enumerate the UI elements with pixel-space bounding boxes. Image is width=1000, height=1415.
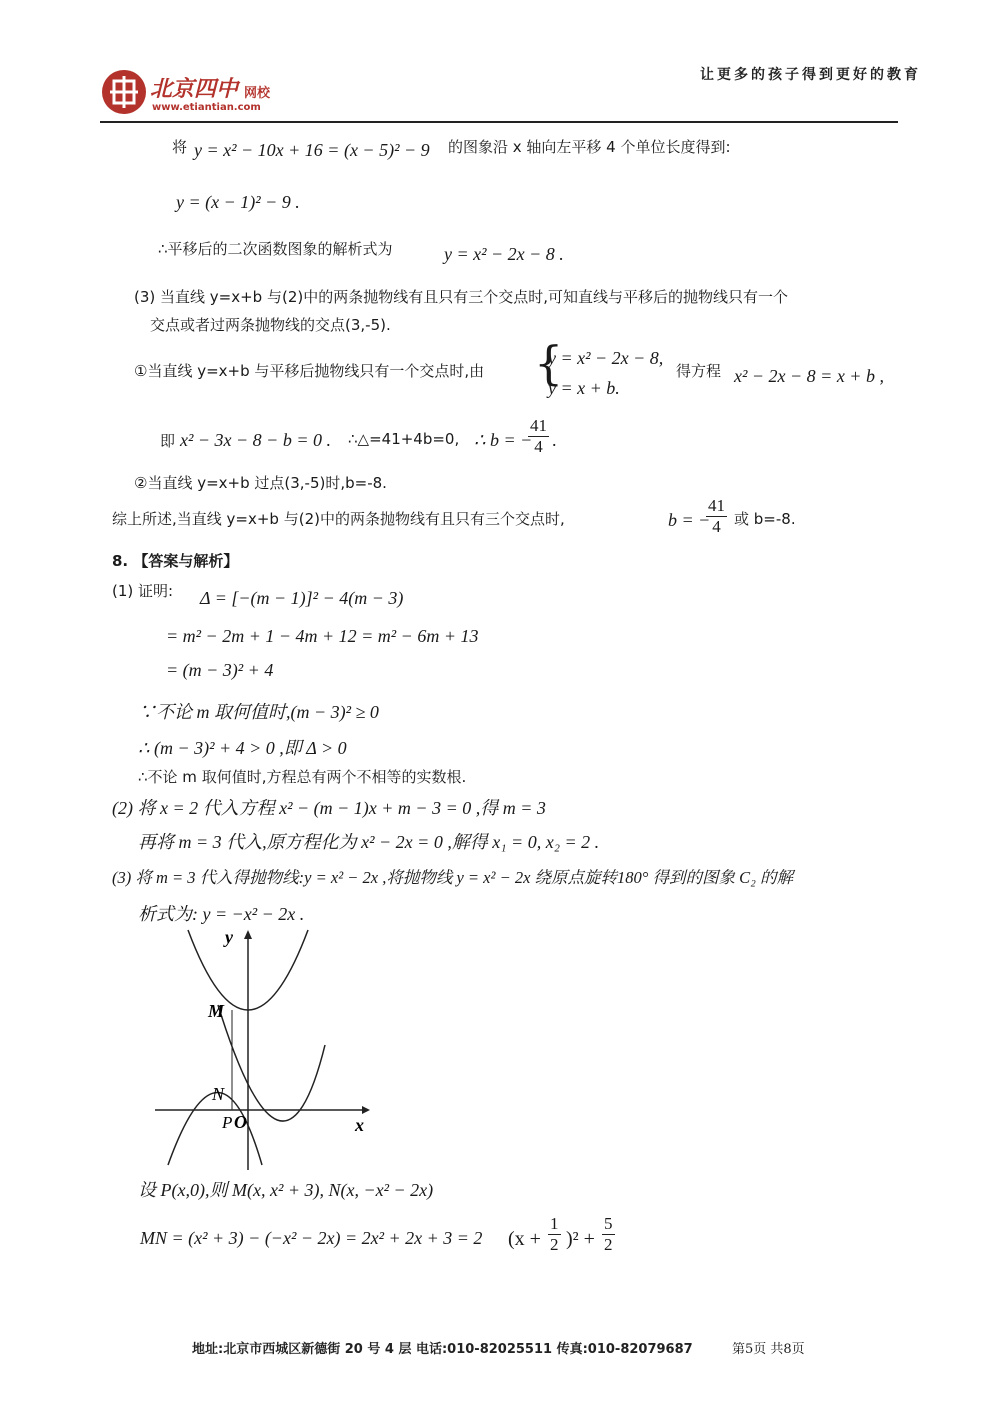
logo-text: 北京四中 [150, 76, 239, 102]
fraction-41-4: $\frac{41}{4}$ [530, 416, 547, 456]
system-brace: { [534, 336, 564, 390]
label-x: x [355, 1115, 364, 1135]
fraction-5-2: $\frac{5}{2}$ [604, 1214, 613, 1254]
label-y: y [225, 927, 233, 947]
parabola-graph [150, 925, 375, 1175]
logo-suffix: 网校 [244, 86, 271, 101]
line-6-eq: x² − 2x − 8 = x + b , [734, 366, 884, 386]
system-eq-2: y = x + b. [548, 378, 620, 398]
q8-part1-eq1: Δ = [−(m − 1)]² − 4(m − 3) [200, 588, 404, 608]
header-slogan: 让更多的孩子得到更好的教育 [700, 67, 921, 83]
fraction-41-4-b: $\frac{41}{4}$ [708, 496, 725, 536]
q8-part2-line1: (2) 将 x = 2 代入方程 x² − (m − 1)x + m − 3 = 0 ,得 m = 3 [112, 798, 546, 818]
line-4-text: (3) 当直线 y=x+b 与(2)中的两条抛物线有且只有三个交点时,可知直线与平移后的抛物线只有一个 [134, 288, 788, 306]
line-1-prefix: 将 [172, 138, 188, 156]
q8-part3-mn-close: )² + [566, 1228, 595, 1250]
line-3-math: y = x² − 2x − 8 . [444, 244, 564, 264]
line-6-text: ①当直线 y=x+b 与平移后抛物线只有一个交点时,由 [134, 362, 485, 380]
q8-part3-set: 设 P(x,0),则 M(x, x² + 3), N(x, −x² − 2x) [138, 1180, 434, 1200]
y-axis-arrow-icon [244, 930, 252, 939]
line-9-b: b = − [668, 510, 711, 530]
parabola-c1 [218, 1005, 325, 1121]
x-axis-arrow-icon [362, 1106, 370, 1114]
q8-part3-mn-paren: (x + [508, 1228, 541, 1250]
q8-part2-line2: 再将 m = 3 代入,原方程化为 x² − 2x = 0 ,解得 x₁ = 0, x₂ = 2 . [138, 832, 600, 852]
logo-url: www.etiantian.com [152, 102, 261, 113]
system-eq-1: y = x² − 2x − 8, [548, 348, 664, 368]
footer-address: 地址:北京市西城区新德街 20 号 4 层 电话:010-82025511 传真:010-82079687 [192, 1342, 693, 1357]
footer-page: 第5页 共8页 [732, 1342, 805, 1357]
label-N: N [212, 1084, 225, 1104]
q8-part1-line4: ∵不论 m 取何值时,(m − 3)² ≥ 0 [138, 702, 379, 722]
label-M: M [208, 1001, 225, 1021]
q8-part1-label: (1) 证明: [112, 582, 174, 600]
q8-part1-line6: ∴不论 m 取何值时,方程总有两个不相等的实数根. [138, 768, 467, 786]
line-7-b: ∴ b = − [474, 430, 533, 450]
q8-part3-line2: 析式为: y = −x² − 2x . [138, 904, 305, 924]
line-2-math: y = (x − 1)² − 9 . [176, 192, 300, 212]
line-1-math: y = x² − 10x + 16 = (x − 5)² − 9 [194, 140, 430, 160]
line-7-delta: ∴△=41+4b=0, [348, 430, 460, 448]
question-8-title: 8. 【答案与解析】 [112, 552, 239, 570]
line-3-text: ∴平移后的二次函数图象的解析式为 [158, 240, 393, 258]
label-P: P [222, 1113, 233, 1132]
line-8-text: ②当直线 y=x+b 过点(3,-5)时,b=-8. [134, 474, 387, 492]
line-6-mid: 得方程 [676, 362, 722, 380]
logo-seal-icon [102, 70, 146, 114]
q8-part1-line5: ∴ (m − 3)² + 4 > 0 ,即 Δ > 0 [138, 738, 347, 758]
line-7-eq: x² − 3x − 8 − b = 0 . [180, 430, 331, 450]
line-5-text: 交点或者过两条抛物线的交点(3,-5). [150, 316, 391, 334]
q8-part3-mn: MN = (x² + 3) − (−x² − 2x) = 2x² + 2x + 3 = 2 [140, 1228, 483, 1248]
line-9-end: 或 b=-8. [734, 510, 796, 528]
line-9-text: 综上所述,当直线 y=x+b 与(2)中的两条抛物线有且只有三个交点时, [112, 510, 565, 528]
q8-part3-line1: (3) 将 m = 3 代入得抛物线:y = x² − 2x ,将抛物线 y = x² − 2x 绕原点旋转180° 得到的图象 C₂ 的解 [112, 868, 793, 887]
q8-part1-eq2: = m² − 2m + 1 − 4m + 12 = m² − 6m + 13 [166, 626, 479, 646]
label-O: O [234, 1112, 247, 1132]
line-1-suffix: 的图象沿 x 轴向左平移 4 个单位长度得到: [448, 138, 731, 156]
fraction-1-2: $\frac{1}{2}$ [550, 1214, 559, 1254]
line-7-prefix: 即 [160, 432, 176, 450]
header-divider [100, 121, 898, 123]
q8-part1-eq3: = (m − 3)² + 4 [166, 660, 274, 680]
